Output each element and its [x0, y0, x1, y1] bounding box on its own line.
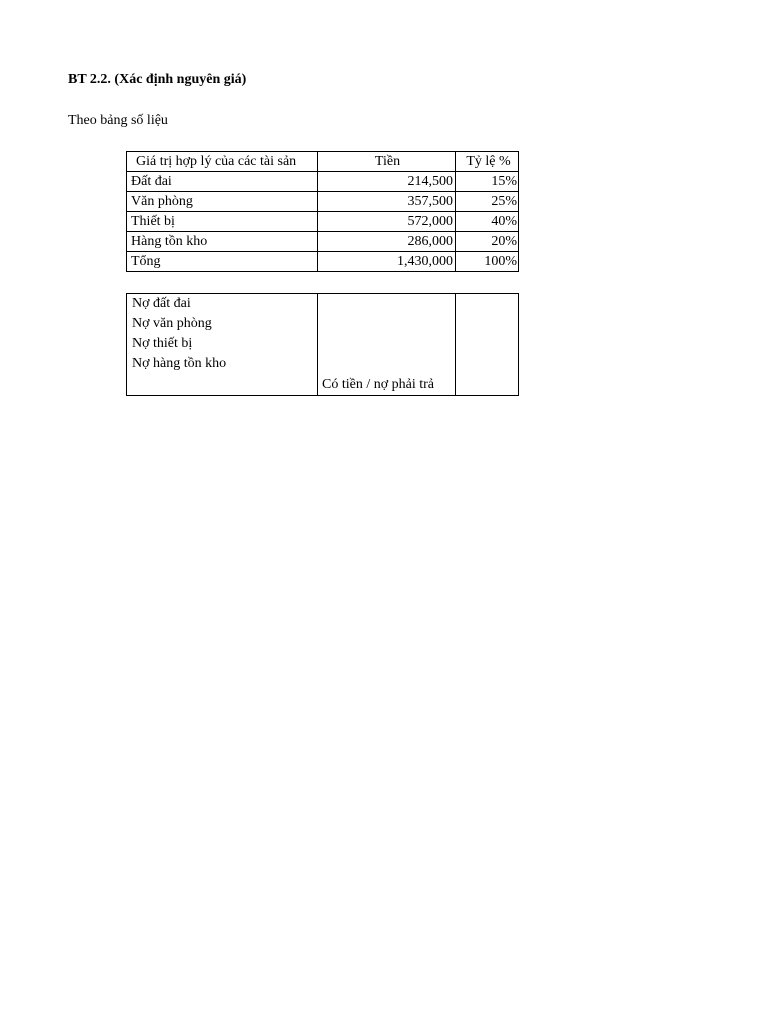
column-header-percent: Tỷ lệ %: [456, 152, 519, 172]
asset-amount: 357,500: [318, 192, 456, 212]
table-row: [127, 212, 519, 232]
asset-amount: 214,500: [318, 172, 456, 192]
debit-line-equipment: Nợ thiết bị: [132, 336, 193, 351]
table-row: [127, 172, 519, 192]
table-total-row: [127, 252, 519, 272]
asset-amount: 572,000: [318, 212, 456, 232]
column-header-amount: Tiền: [318, 152, 456, 172]
asset-name: Hàng tồn kho: [127, 232, 318, 252]
credit-cell: [318, 294, 456, 396]
journal-entry-row: [127, 294, 519, 396]
debit-line-land: Nợ đất đai: [132, 296, 191, 311]
debit-cell: [127, 294, 318, 396]
asset-name: Thiết bị: [127, 212, 318, 232]
asset-percent: 25%: [456, 192, 519, 212]
asset-name: Đất đai: [127, 172, 318, 192]
column-header-asset: Giá trị hợp lý của các tài sản: [127, 152, 318, 172]
total-percent: 100%: [456, 252, 519, 272]
asset-amount: 286,000: [318, 232, 456, 252]
intro-text: Theo bảng số liệu: [68, 113, 168, 128]
exercise-title: BT 2.2. (Xác định nguyên giá): [68, 72, 247, 87]
asset-percent: 20%: [456, 232, 519, 252]
asset-name: Văn phòng: [127, 192, 318, 212]
asset-percent: 40%: [456, 212, 519, 232]
table-row: [127, 232, 519, 252]
asset-percent: 15%: [456, 172, 519, 192]
asset-table: [126, 151, 519, 272]
total-amount: 1,430,000: [318, 252, 456, 272]
total-label: Tổng: [127, 252, 318, 272]
debit-line-office: Nợ văn phòng: [132, 316, 212, 331]
amount-cell: [456, 294, 519, 396]
table-row: [127, 192, 519, 212]
table-header-row: [127, 152, 519, 172]
journal-entry-table: [126, 293, 519, 396]
credit-line: Có tiền / nợ phải trả: [322, 377, 434, 392]
debit-line-inventory: Nợ hàng tồn kho: [132, 356, 227, 371]
